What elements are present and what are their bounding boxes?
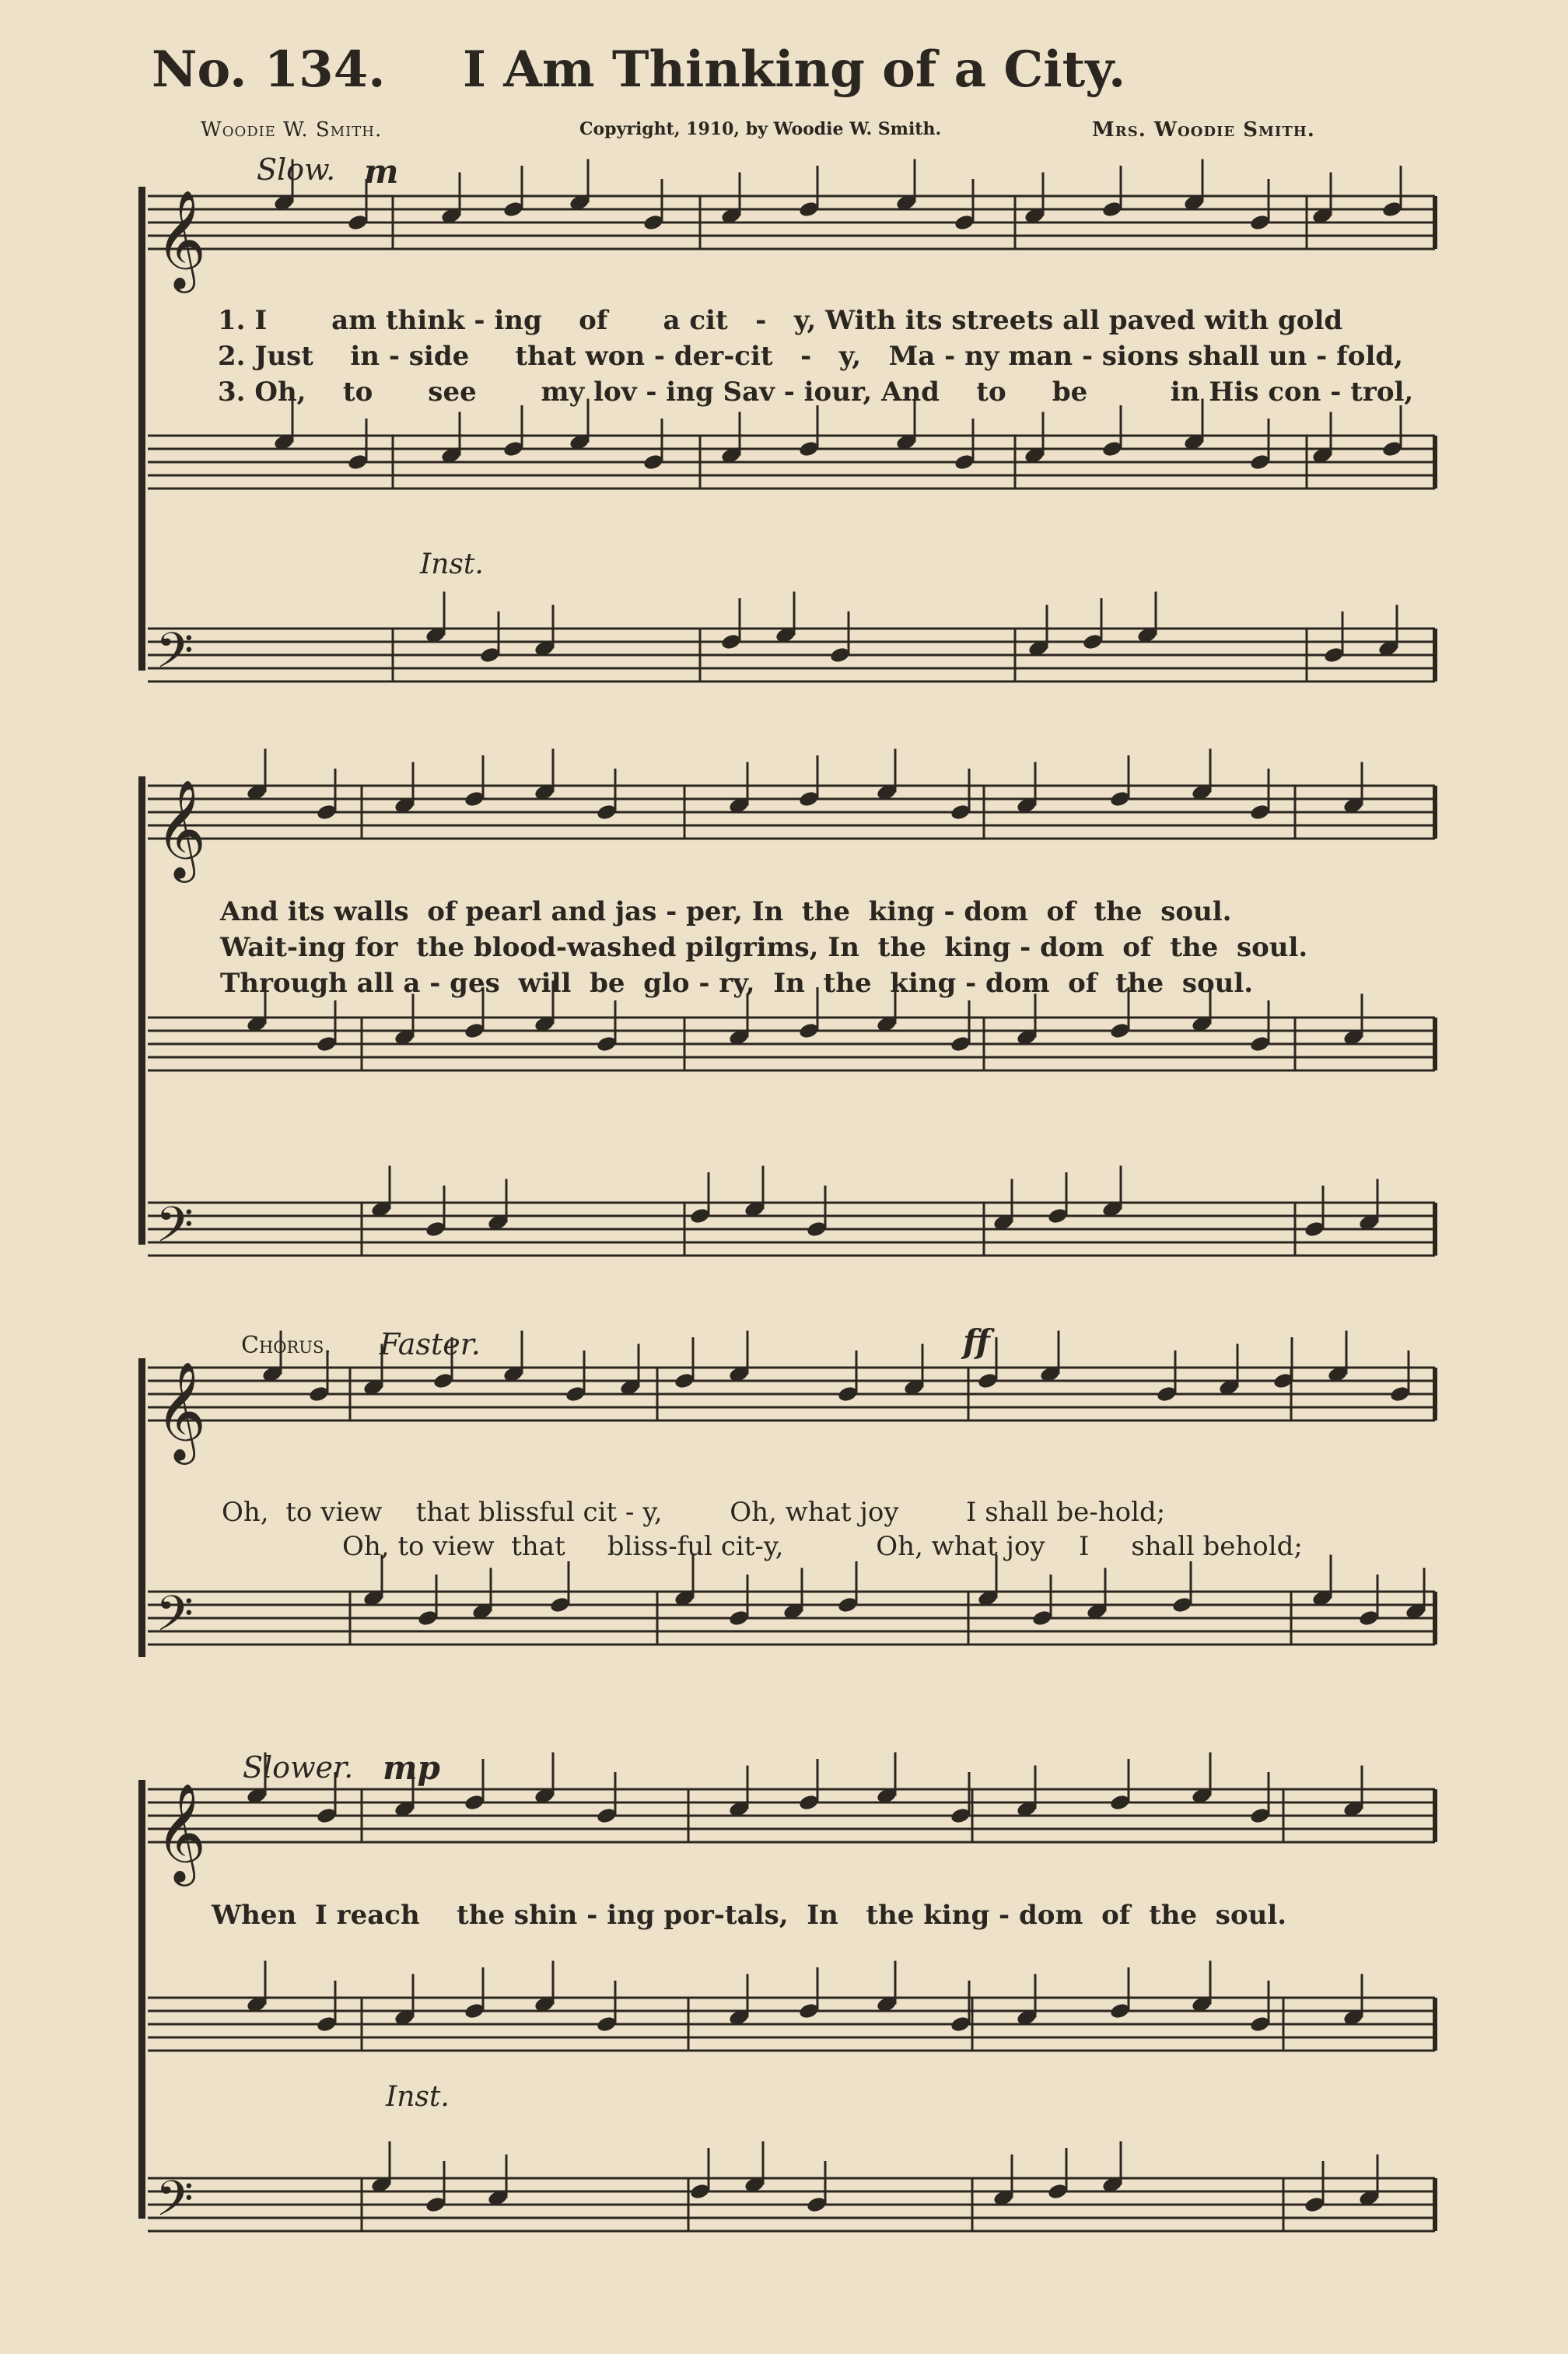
treble-clef: 𝄞 bbox=[156, 1782, 207, 1882]
bass-clef: 𝄢 bbox=[156, 1585, 194, 1654]
treble-clef: 𝄞 bbox=[156, 779, 207, 878]
hymn-number: No. 134. bbox=[152, 40, 386, 99]
system2-brace bbox=[138, 776, 145, 1245]
system3-brace bbox=[138, 1358, 145, 1657]
copyright-notice: Copyright, 1910, by Woodie W. Smith. bbox=[579, 119, 942, 139]
treble-clef: 𝄞 bbox=[156, 189, 207, 289]
chorus-lyric-soprano: Oh, to view that blissful cit - y, Oh, what joy I shall be-hold; bbox=[222, 1497, 1166, 1528]
verse1-line2: And its walls of pearl and jas - per, In the king - dom of the soul. bbox=[220, 896, 1232, 927]
dynamic-ff: ff bbox=[963, 1322, 990, 1361]
chorus-label: Chorus. bbox=[241, 1332, 331, 1359]
system1-brace bbox=[138, 187, 145, 671]
chorus-lyric-alto: Oh, to view that bliss-ful cit-y, Oh, what joy I shall behold; bbox=[342, 1531, 1303, 1562]
music-by: Mrs. Woodie Smith. bbox=[1092, 118, 1315, 142]
treble-clef: 𝄞 bbox=[156, 1361, 207, 1460]
tempo-faster: Faster. bbox=[380, 1327, 481, 1361]
bass-clef: 𝄢 bbox=[156, 1196, 194, 1265]
verse3-line2: Through all a - ges will be glo - ry, In the king - dom of the soul. bbox=[220, 968, 1254, 999]
words-by: Woodie W. Smith. bbox=[201, 118, 383, 142]
dynamic-mp: mp bbox=[383, 1749, 440, 1787]
bass-clef: 𝄢 bbox=[156, 2170, 194, 2239]
verse1-line1: 1. I am think - ing of a cit - y, With its streets all paved with gold bbox=[218, 305, 1343, 336]
verse2-line1: 2. Just in - side that won - der-cit - y, Ma - ny man - sions shall un - fold, bbox=[218, 341, 1403, 372]
inst-label-1: Inst. bbox=[420, 548, 484, 580]
tempo-slow: Slow. bbox=[257, 152, 336, 187]
hymn-title: I Am Thinking of a City. bbox=[463, 40, 1126, 99]
inst-label-2: Inst. bbox=[386, 2081, 450, 2113]
verse2-line2: Wait-ing for the blood-washed pilgrims, In the king - dom of the soul. bbox=[220, 932, 1308, 963]
dynamic-m: m bbox=[364, 152, 399, 191]
verse3-line1: 3. Oh, to see my lov - ing Sav - iour, And to be in His con - trol, bbox=[218, 377, 1414, 408]
bass-clef: 𝄢 bbox=[156, 622, 194, 691]
system4-brace bbox=[138, 1780, 145, 2219]
final-lyric: When I reach the shin - ing por-tals, In the king - dom of the soul. bbox=[212, 1900, 1287, 1931]
tempo-slower: Slower. bbox=[243, 1750, 354, 1785]
